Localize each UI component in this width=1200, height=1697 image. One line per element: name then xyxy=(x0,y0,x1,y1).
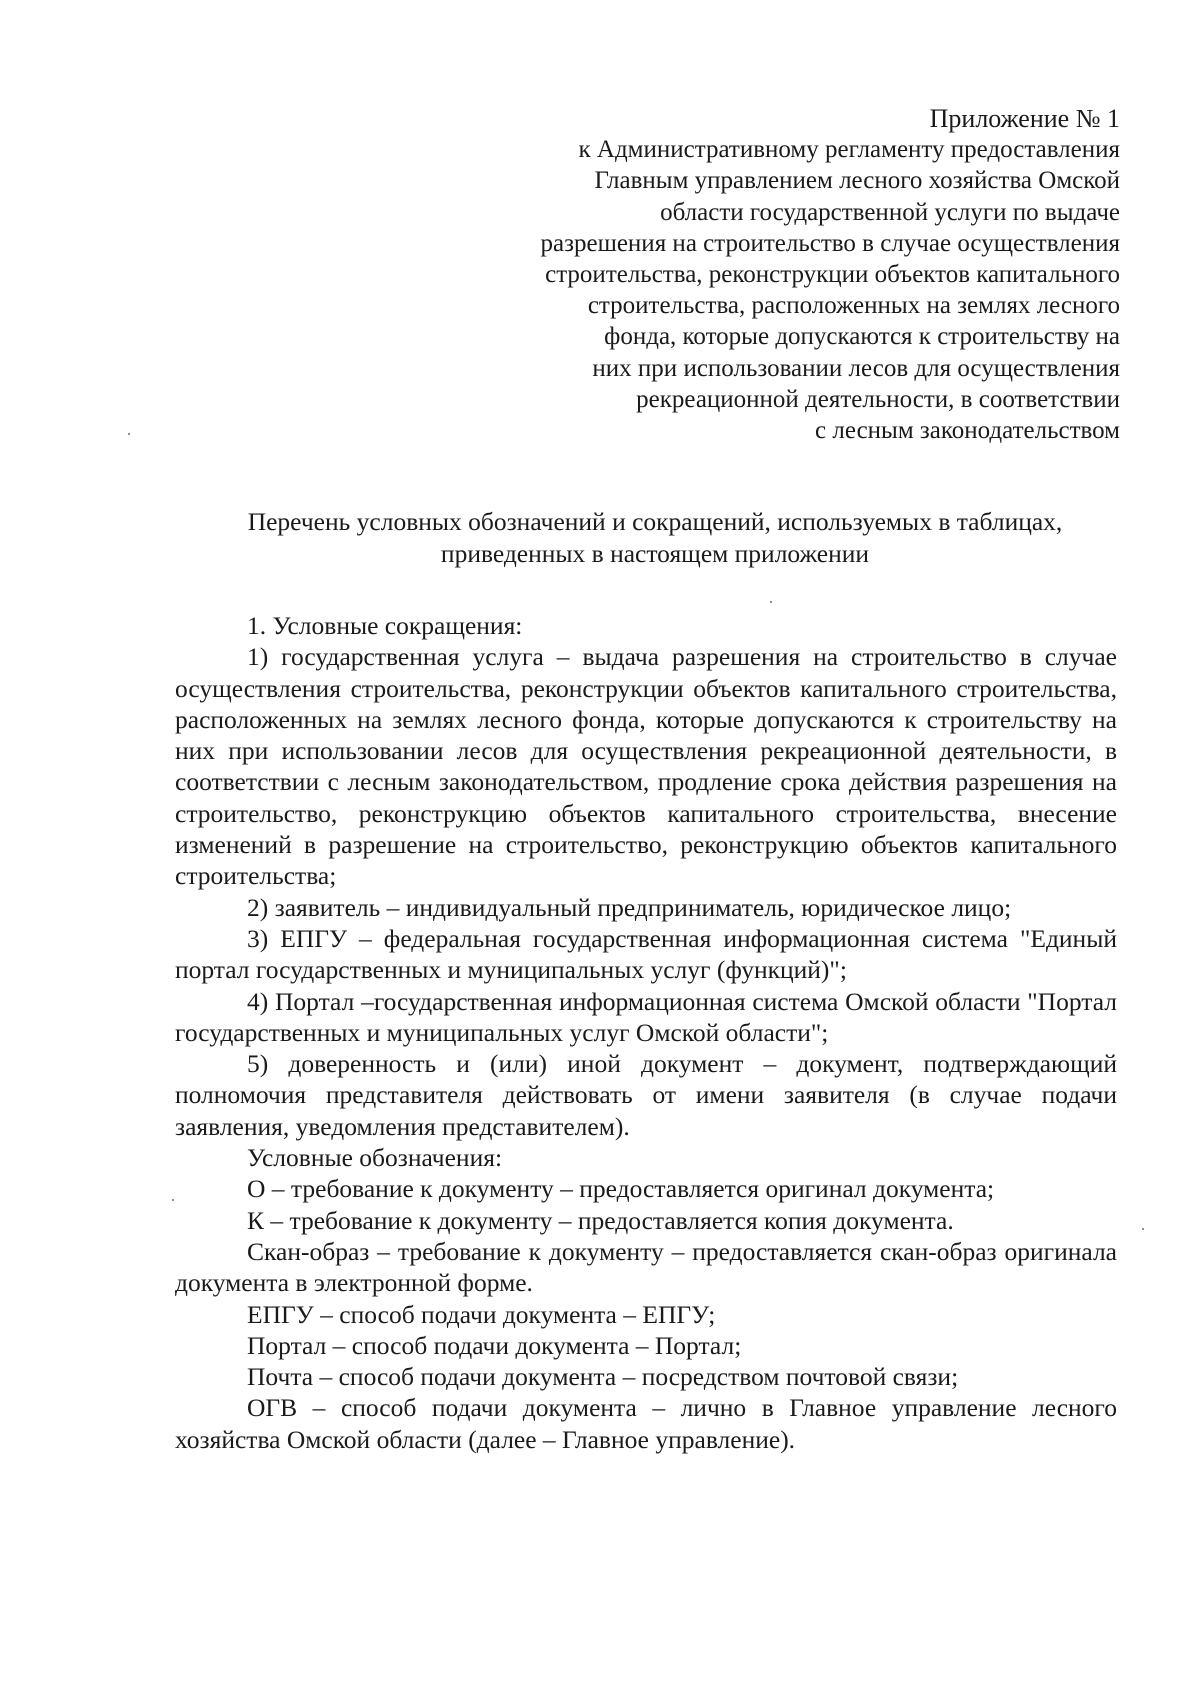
symbol-item: ОГВ – способ подачи документа – лично в Главное управление лесного хозяйства Омской области (далее – Главное управление). xyxy=(175,1393,1117,1454)
appendix-line: строительства, реконструкции объектов капитального xyxy=(545,261,1120,289)
symbol-item: Скан-образ – требование к документу – предоставляется скан-образ оригинала документа в электронной форме. xyxy=(175,1236,1117,1298)
scan-speck xyxy=(172,1199,174,1201)
title-line: приведенных в настоящем приложении xyxy=(440,539,870,568)
scan-speck xyxy=(770,601,772,603)
appendix-header xyxy=(420,103,1120,446)
document-body xyxy=(175,610,1117,1455)
section-heading-abbreviations: 1. Условные сокращения: xyxy=(247,611,523,640)
appendix-line: с лесным законодательством xyxy=(815,417,1120,445)
symbol-item: Почта – способ подачи документа – посредством почтовой связи; xyxy=(247,1362,959,1392)
title-line: Перечень условных обозначений и сокращений, используемых в таблицах, xyxy=(247,507,1063,536)
appendix-line: Главным управлением лесного хозяйства Омской xyxy=(594,167,1120,195)
appendix-line: строительства, расположенных на землях лесного xyxy=(587,292,1120,320)
symbol-item: ЕПГУ – способ подачи документа – ЕПГУ; xyxy=(247,1299,716,1329)
document-title xyxy=(185,506,1125,570)
symbol-item: О – требование к документу – предоставляется оригинал документа; xyxy=(247,1174,995,1204)
appendix-line: области государственной услуги по выдаче xyxy=(660,198,1120,226)
symbol-item: Портал – способ подачи документа – Портал; xyxy=(247,1330,742,1360)
appendix-line: рекреационной деятельности, в соответствии xyxy=(636,385,1120,413)
symbol-item: К – требование к документу – предоставляется копия документа. xyxy=(247,1205,954,1235)
abbreviation-item: 4) Портал –государственная информационная система Омской области "Портал государственных и муниципальных услуг Омской области"; xyxy=(175,986,1117,1047)
scan-speck xyxy=(1142,1228,1144,1230)
abbreviation-item: 1) государственная услуга – выдача разрешения на строительство в случае осуществления строительства, реконструкции объектов капитального строительства, расположенных на землях лесного фонда, которые допускаются к строительству на них при использовании лесов для осуществления рекреационной деятельности, в соответствии с лесным законодательством, продление срока действия разрешения на строительство, реконструкцию объектов капитального строительства, внесение изменений в разрешение на строительство, реконструкцию объектов капитального строительства; xyxy=(175,642,1117,891)
appendix-number: Приложение № 1 xyxy=(929,104,1120,133)
appendix-line: к Административному регламенту предоставления xyxy=(578,136,1120,164)
appendix-line: фонда, которые допускаются к строительству на xyxy=(604,323,1120,351)
abbreviation-item: 2) заявитель – индивидуальный предприниматель, юридическое лицо; xyxy=(247,892,1012,922)
appendix-line: них при использовании лесов для осуществления xyxy=(592,354,1120,382)
section-heading-symbols: Условные обозначения: xyxy=(247,1143,503,1173)
scan-speck xyxy=(128,433,130,435)
appendix-line: разрешения на строительство в случае осуществления xyxy=(540,229,1120,257)
abbreviation-item: 5) доверенность и (или) иной документ – документ, подтверждающий полномочия представителя действовать от имени заявителя (в случае подачи заявления, уведомления представителем). xyxy=(175,1049,1117,1141)
abbreviation-item: 3) ЕПГУ – федеральная государственная информационная система "Единый портал государственных и муниципальных услуг (функций)"; xyxy=(175,923,1117,985)
